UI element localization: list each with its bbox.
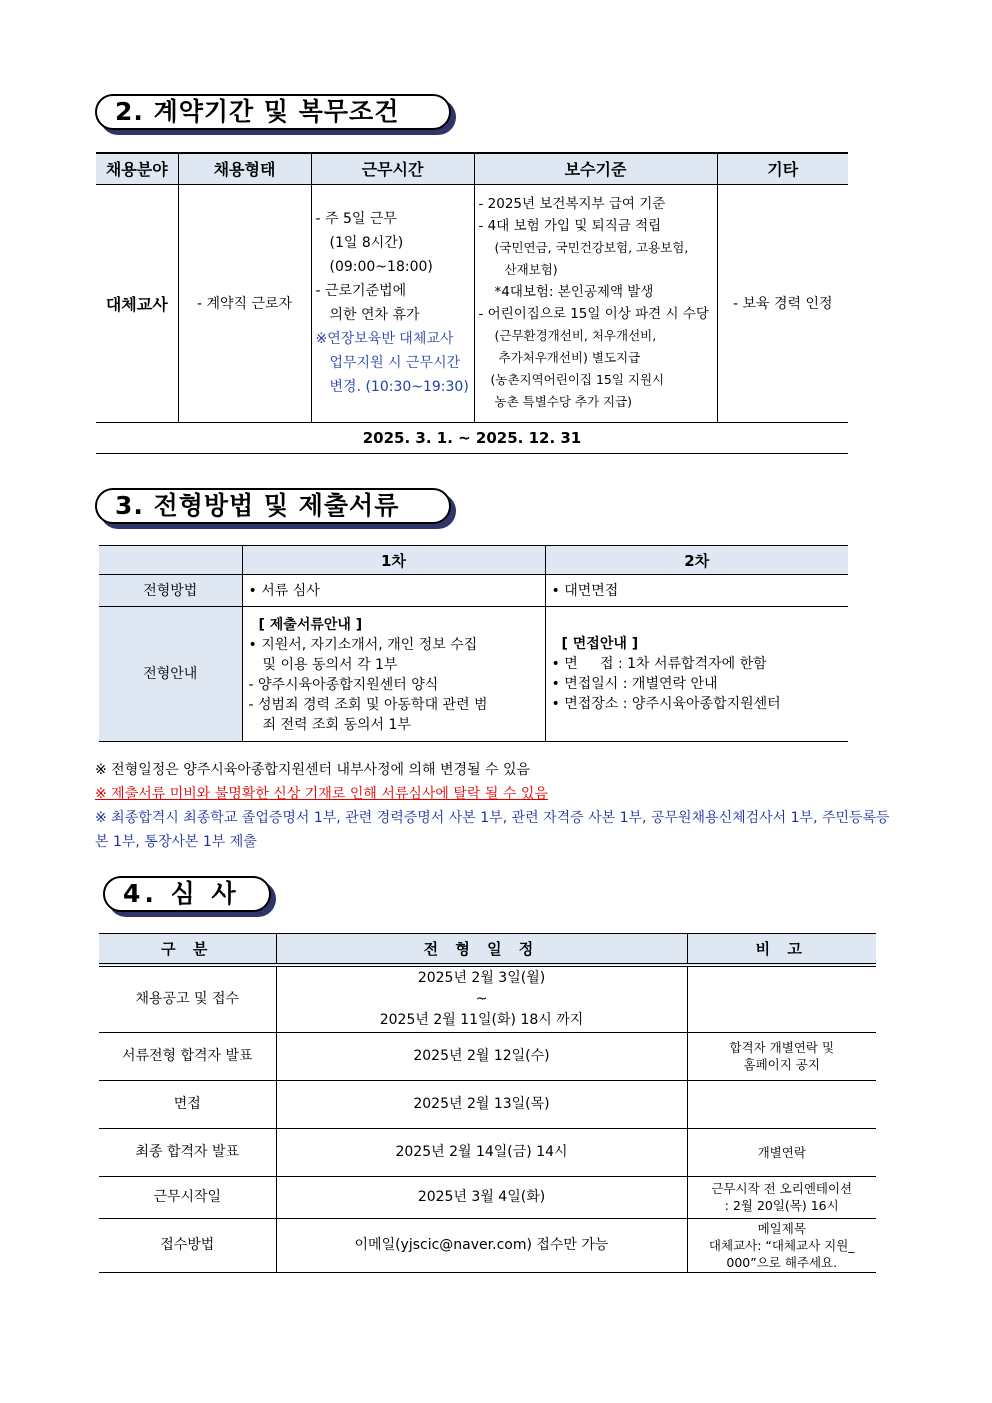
row-schedule	[276, 965, 687, 1033]
row-schedule: 2025년 2월 14일(금) 14시	[276, 1128, 687, 1176]
etc-cell: - 보육 경력 인정	[717, 184, 848, 422]
note-line: 홈페이지 공지	[743, 1057, 820, 1072]
guide-item: • 면접장소 : 양주시육아종합지원센터	[551, 696, 781, 712]
guide-item: - 성범죄 경력 조회 및 아동학대 관련 범	[248, 697, 488, 713]
field-cell: 대체교사	[96, 184, 178, 422]
method-second: • 대면면접	[545, 575, 848, 607]
table-row	[99, 575, 848, 607]
guide-item: 및 이용 동의서 각 1부	[262, 657, 398, 673]
pay-cell	[474, 184, 717, 422]
hours-note: ※연장보육반 대체교사	[315, 331, 454, 347]
note-line: : 2월 20일(목) 16시	[724, 1198, 839, 1213]
pay-line: 산재보험)	[504, 262, 558, 277]
contract-period: 2025. 3. 1. ~ 2025. 12. 31	[96, 422, 848, 453]
table-header-row	[99, 546, 848, 575]
schedule-line: 2025년 2월 11일(화) 18시 까지	[379, 1011, 584, 1028]
guide-label: 전형안내	[99, 607, 242, 742]
row-schedule: 이메일(yjscic@naver.com) 접수만 가능	[276, 1218, 687, 1272]
table-header-row	[96, 153, 848, 184]
header-second: 2차	[545, 546, 848, 575]
pay-line: (근무환경개선비, 처우개선비,	[494, 328, 657, 343]
pay-line: - 2025년 보건복지부 급여 기준	[478, 196, 666, 212]
guide-first	[242, 607, 545, 742]
row-label: 최종 합격자 발표	[99, 1128, 276, 1176]
row-note	[687, 1218, 876, 1272]
header-empty	[99, 546, 242, 575]
hours-note: 업무지원 시 근무시간	[329, 355, 461, 371]
row-schedule: 2025년 2월 13일(목)	[276, 1080, 687, 1128]
row-note: 개별연락	[687, 1128, 876, 1176]
header-type: 채용형태	[178, 153, 311, 184]
pay-line: 농촌 특별수당 추가 지급)	[494, 394, 633, 409]
note-disqualification: ※ 제출서류 미비와 불명확한 신상 기재로 인해 서류심사에 탈락 될 수 있음	[95, 786, 548, 802]
note-line: 000”으로 해주세요.	[726, 1254, 838, 1270]
note-line: 근무시작 전 오리엔테이션	[711, 1181, 853, 1196]
guide-item: - 양주시육아종합지원센터 양식	[248, 677, 439, 693]
row-note	[687, 1176, 876, 1218]
hours-note: 변경. (10:30~19:30)	[329, 379, 469, 395]
note-line: 메일제목	[757, 1220, 806, 1236]
row-note	[687, 965, 876, 1033]
hours-cell	[311, 184, 474, 422]
type-cell: - 계약직 근로자	[178, 184, 311, 422]
header-pay: 보수기준	[474, 153, 717, 184]
table-row	[99, 1218, 876, 1272]
hours-line: - 근로기준법에	[315, 283, 407, 299]
pay-line: (농촌지역어린이집 15일 지원시	[490, 372, 665, 387]
guide-item: • 면 접 : 1차 서류합격자에 한함	[551, 656, 767, 672]
pay-line: - 어린이집으로 15일 이상 파견 시 수당	[478, 306, 709, 322]
row-label: 서류전형 합격자 발표	[99, 1032, 276, 1080]
pay-line: *4대보험: 본인공제액 발생	[494, 284, 654, 300]
review-schedule-table	[99, 933, 876, 1273]
hours-line: (09:00~18:00)	[329, 259, 433, 275]
table-row	[99, 1128, 876, 1176]
row-label: 접수방법	[99, 1218, 276, 1272]
guide-item: • 면접일시 : 개별연락 안내	[551, 676, 718, 692]
schedule-line: ~	[475, 990, 488, 1007]
pay-line: 추가처우개선비) 별도지급	[498, 350, 641, 365]
row-note	[687, 1080, 876, 1128]
method-first: • 서류 심사	[242, 575, 545, 607]
note-line: 대체교사: “대체교사 지원_	[708, 1237, 855, 1253]
row-label: 면접	[99, 1080, 276, 1128]
table-row	[99, 1176, 876, 1218]
table-row	[99, 1080, 876, 1128]
documents-guide-title: [ 제출서류안내 ]	[258, 617, 363, 633]
period-row	[96, 422, 848, 453]
header-category: 구 분	[99, 934, 276, 965]
table-header-row	[99, 934, 876, 965]
selection-method-table	[99, 545, 848, 742]
hours-line: 의한 연차 휴가	[329, 307, 420, 323]
method-label: 전형방법	[99, 575, 242, 607]
row-schedule: 2025년 2월 12일(수)	[276, 1032, 687, 1080]
header-hours: 근무시간	[311, 153, 474, 184]
section-2-title: 2. 계약기간 및 복무조건	[95, 94, 451, 130]
row-label: 채용공고 및 접수	[99, 965, 276, 1033]
table-row	[99, 1032, 876, 1080]
header-etc: 기타	[717, 153, 848, 184]
guide-item: 죄 전력 조회 동의서 1부	[262, 717, 411, 733]
table-row	[99, 607, 848, 742]
interview-guide-title: [ 면접안내 ]	[561, 636, 639, 652]
table-row	[99, 965, 876, 1033]
note-schedule-change: ※ 전형일정은 양주시육아종합지원센터 내부사정에 의해 변경될 수 있음	[95, 762, 531, 778]
section-4-title: 4. 심 사	[103, 876, 271, 912]
header-remarks: 비 고	[687, 934, 876, 965]
hours-line: - 주 5일 근무	[315, 211, 397, 227]
pay-line: - 4대 보험 가입 및 퇴직금 적립	[478, 218, 662, 234]
header-field: 채용분야	[96, 153, 178, 184]
row-note	[687, 1032, 876, 1080]
note-line: 합격자 개별연락 및	[729, 1040, 835, 1055]
note-final-documents: ※ 최종합격시 최종학교 졸업증명서 1부, 관련 경력증명서 사본 1부, 관련 자격증 사본 1부, 공무원채용신체검사서 1부, 주민등록등본 1부, 통장사본 1부 제출	[95, 810, 890, 850]
pay-line: (국민연금, 국민건강보험, 고용보험,	[494, 240, 689, 255]
table-row	[96, 184, 848, 422]
row-label: 근무시작일	[99, 1176, 276, 1218]
section-3-title: 3. 전형방법 및 제출서류	[95, 488, 451, 524]
notes-block	[95, 758, 895, 854]
hours-line: (1일 8시간)	[329, 235, 404, 251]
header-schedule: 전 형 일 정	[276, 934, 687, 965]
schedule-line: 2025년 2월 3일(월)	[417, 969, 546, 986]
guide-second	[545, 607, 848, 742]
contract-conditions-table	[96, 152, 848, 454]
header-first: 1차	[242, 546, 545, 575]
guide-item: • 지원서, 자기소개서, 개인 정보 수집	[248, 637, 478, 653]
row-schedule: 2025년 3월 4일(화)	[276, 1176, 687, 1218]
